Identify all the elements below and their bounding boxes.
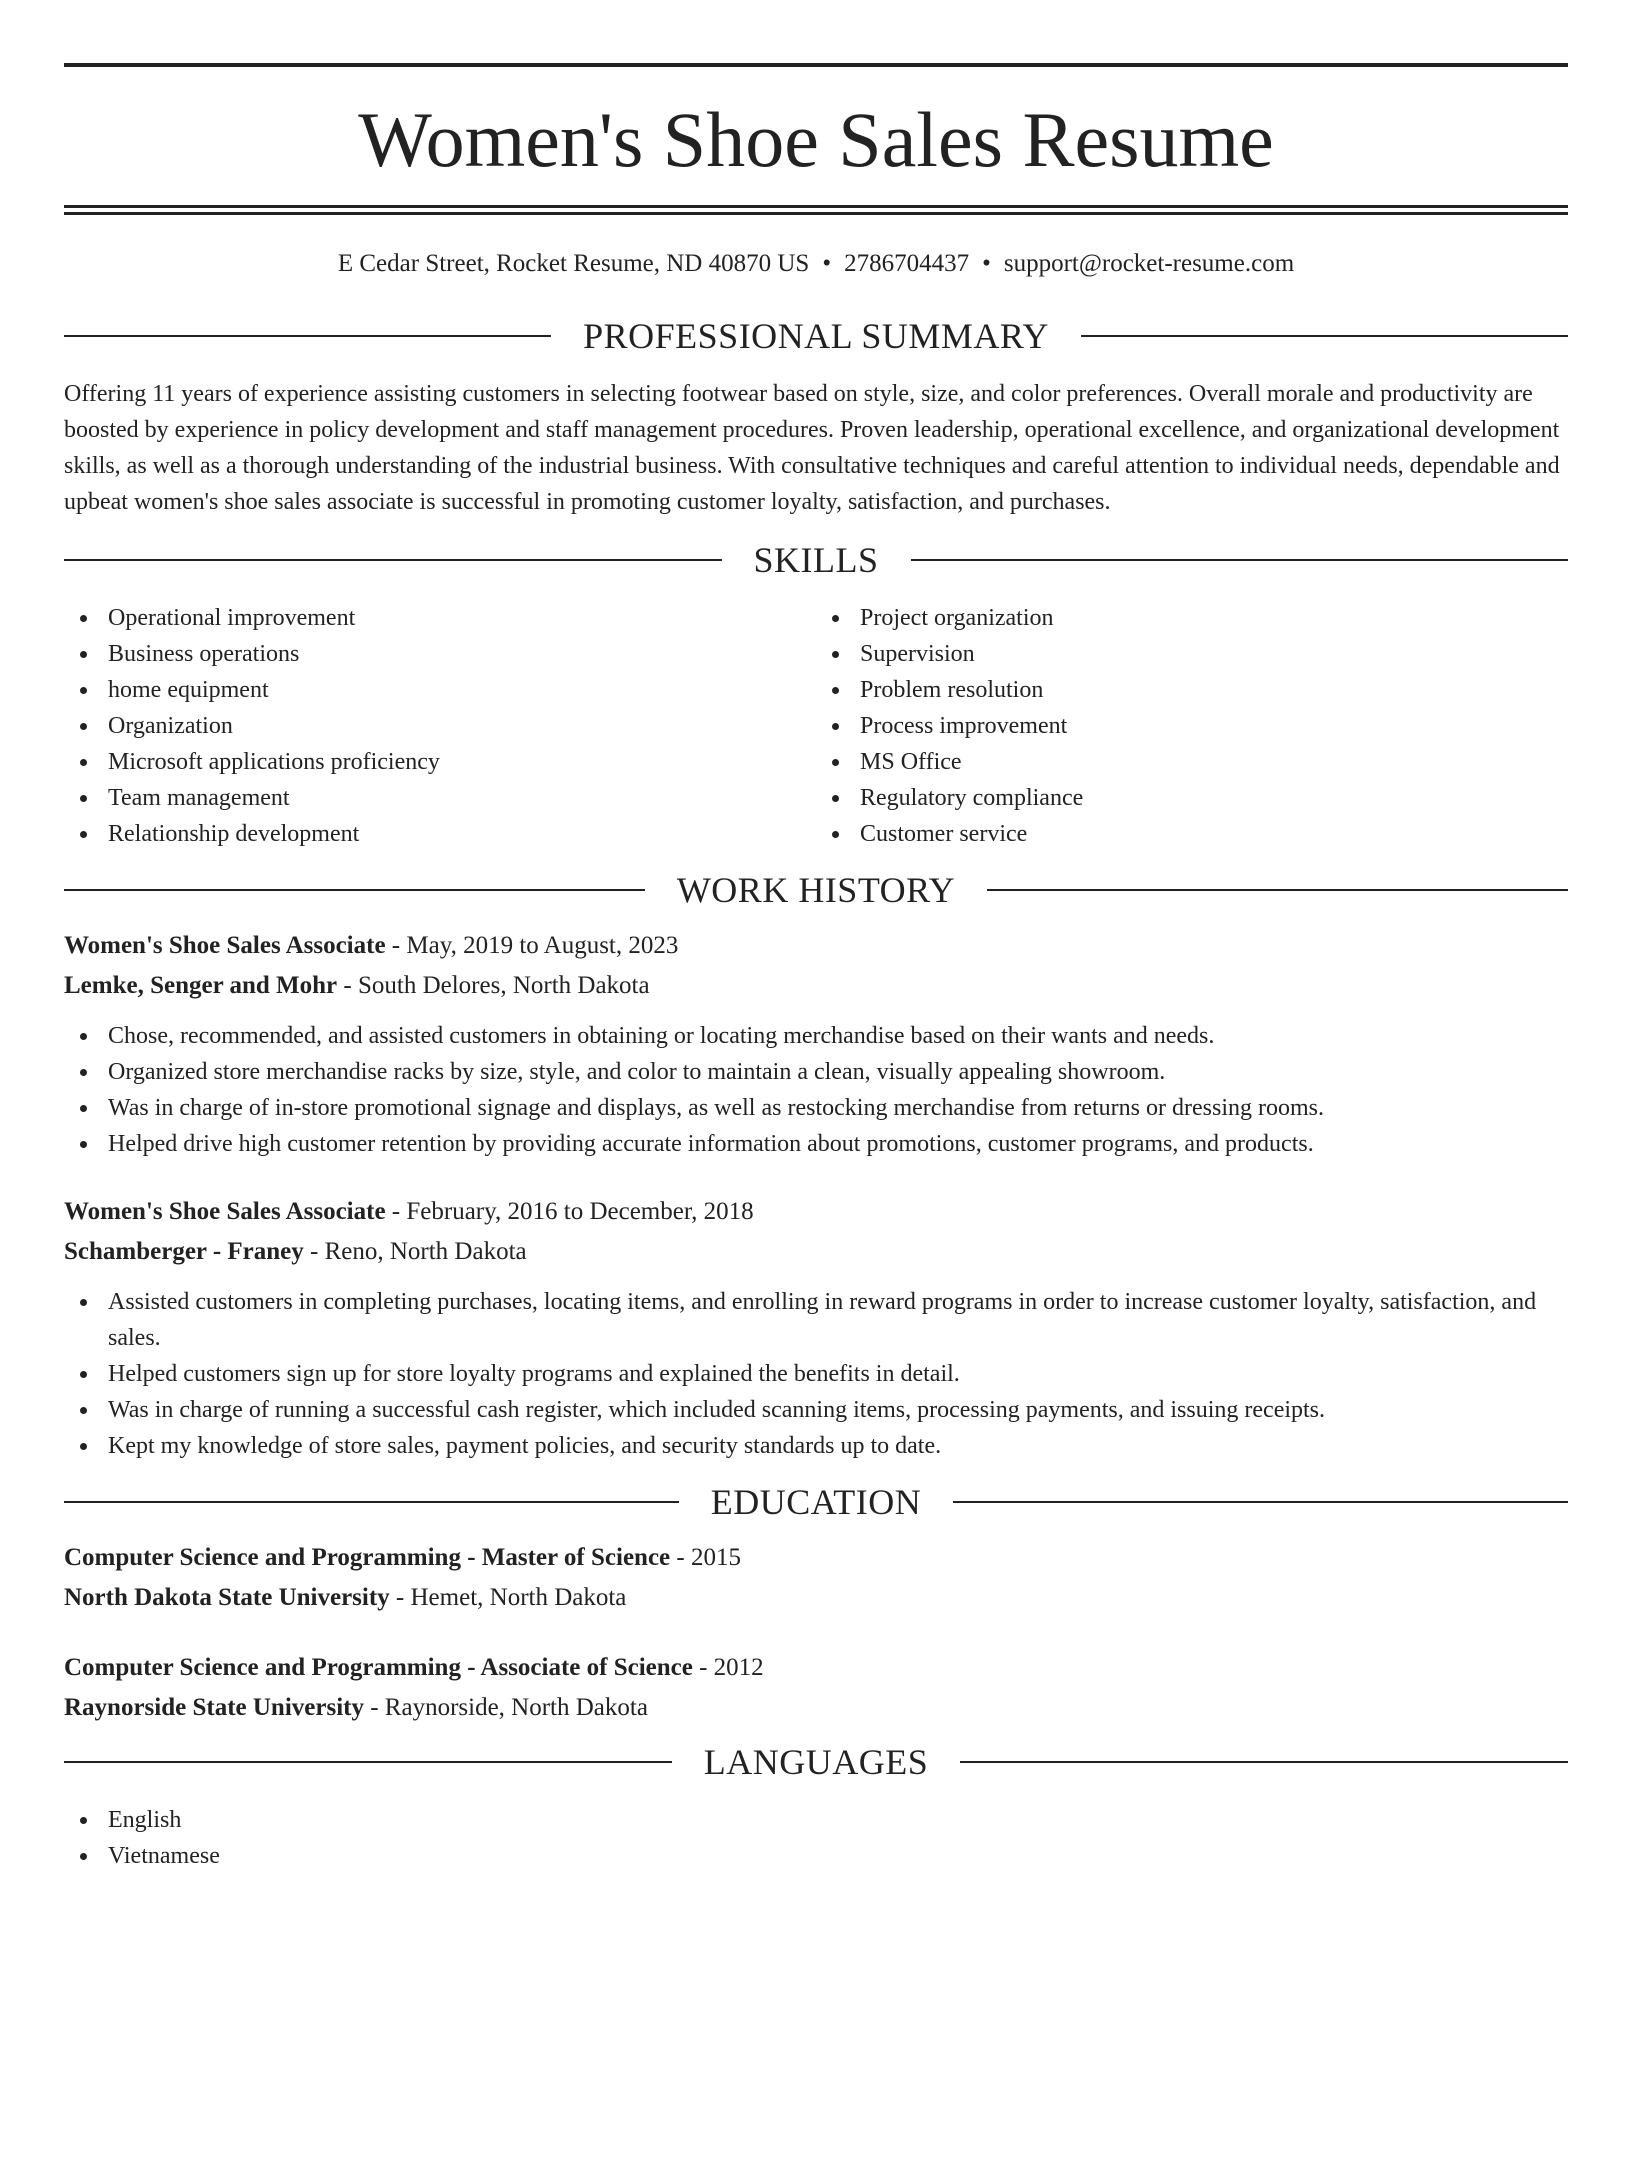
job-title-line	[64, 926, 1568, 966]
languages-list	[64, 1802, 1568, 1874]
job-dates: - February, 2016 to December, 2018	[385, 1198, 754, 1225]
skills-column-right	[816, 600, 1568, 852]
job-company-line	[64, 966, 1568, 1006]
contact-line	[64, 249, 1568, 279]
duty-item: Helped drive high customer retention by providing accurate information about promotions, customer programs, and products.	[64, 1126, 1568, 1162]
heading-rule	[1081, 335, 1568, 337]
job-dates: - May, 2019 to August, 2023	[385, 932, 679, 959]
school-location: - Raynorside, North Dakota	[363, 1694, 648, 1721]
degree-line	[64, 1538, 1568, 1578]
skill-item: home equipment	[64, 672, 816, 708]
contact-separator: •	[822, 250, 832, 277]
degree: Computer Science and Programming - Master of Science	[64, 1544, 671, 1571]
skill-item: Operational improvement	[64, 600, 816, 636]
skill-item: MS Office	[816, 744, 1568, 780]
duty-item: Was in charge of in-store promotional signage and displays, as well as restocking merchandise from returns or dressing rooms.	[64, 1090, 1568, 1126]
skill-item: Relationship development	[64, 816, 816, 852]
heading-rule	[953, 1501, 1568, 1503]
duty-item: Kept my knowledge of store sales, payment policies, and security standards up to date.	[64, 1428, 1568, 1464]
section-heading-languages	[64, 1742, 1568, 1782]
duty-item: Assisted customers in completing purchases, locating items, and enrolling in reward programs in order to increase customer loyalty, satisfaction, and sales.	[64, 1284, 1568, 1356]
skills-column-left	[64, 600, 816, 852]
section-heading-education	[64, 1482, 1568, 1522]
job-company-line	[64, 1232, 1568, 1272]
skill-item: Supervision	[816, 636, 1568, 672]
resume-page	[0, 63, 1632, 2175]
duty-item: Helped customers sign up for store loyalty programs and explained the benefits in detail.	[64, 1356, 1568, 1392]
section-title: LANGUAGES	[703, 1742, 929, 1782]
job-title: Women's Shoe Sales Associate	[64, 1198, 386, 1225]
section-title: WORK HISTORY	[676, 870, 956, 910]
school: North Dakota State University	[64, 1584, 390, 1611]
degree-line	[64, 1648, 1568, 1688]
section-heading-work	[64, 870, 1568, 910]
title-double-rule	[64, 205, 1568, 215]
contact-email: support@rocket-resume.com	[1003, 250, 1295, 277]
skill-item: Regulatory compliance	[816, 780, 1568, 816]
heading-rule	[64, 559, 722, 561]
contact-separator: •	[982, 250, 991, 277]
section-heading-summary	[64, 316, 1568, 356]
top-rule	[64, 63, 1568, 67]
heading-rule	[64, 889, 645, 891]
education-entry	[64, 1538, 1568, 1618]
job-company: Schamberger - Franey	[64, 1238, 304, 1265]
section-title: PROFESSIONAL SUMMARY	[583, 316, 1049, 356]
skills-list	[64, 600, 1568, 852]
school-line	[64, 1688, 1568, 1728]
heading-rule	[64, 335, 551, 337]
degree-year: - 2012	[692, 1654, 764, 1681]
degree-year: - 2015	[670, 1544, 741, 1571]
duty-item: Was in charge of running a successful cash register, which included scanning items, processing payments, and issuing receipts.	[64, 1392, 1568, 1428]
language-item: English	[64, 1802, 1568, 1838]
skill-item: Customer service	[816, 816, 1568, 852]
job-title: Women's Shoe Sales Associate	[64, 932, 386, 959]
contact-phone: 2786704437	[844, 250, 970, 277]
skill-item: Problem resolution	[816, 672, 1568, 708]
job-entry	[64, 1192, 1568, 1464]
school-location: - Hemet, North Dakota	[389, 1584, 627, 1611]
job-location: - South Delores, North Dakota	[337, 972, 650, 999]
section-heading-skills	[64, 540, 1568, 580]
heading-rule	[911, 559, 1569, 561]
section-title: EDUCATION	[710, 1482, 922, 1522]
skill-item: Project organization	[816, 600, 1568, 636]
heading-rule	[987, 889, 1568, 891]
skill-item: Organization	[64, 708, 816, 744]
school: Raynorside State University	[64, 1694, 364, 1721]
summary-text: Offering 11 years of experience assisting customers in selecting footwear based on style, size, and color preferences. Overall morale and productivity are boosted by experience in policy development and staff management procedures. Proven leadership, operational excellence, and organizational development skills, as well as a thorough understanding of the industrial business. With consultative techniques and careful attention to individual needs, dependable and upbeat women's shoe sales associate is successful in promoting customer loyalty, satisfaction, and purchases.	[64, 381, 1560, 515]
contact-address: E Cedar Street, Rocket Resume, ND 40870 US	[337, 250, 810, 277]
language-item: Vietnamese	[64, 1838, 1568, 1874]
job-entry	[64, 926, 1568, 1162]
job-location: - Reno, North Dakota	[303, 1238, 527, 1265]
skill-item: Microsoft applications proficiency	[64, 744, 816, 780]
section-title: SKILLS	[753, 540, 879, 580]
skill-item: Team management	[64, 780, 816, 816]
heading-rule	[64, 1761, 672, 1763]
heading-rule	[64, 1501, 679, 1503]
education-entry	[64, 1648, 1568, 1728]
duty-item: Organized store merchandise racks by size, style, and color to maintain a clean, visually appealing showroom.	[64, 1054, 1568, 1090]
heading-rule	[960, 1761, 1568, 1763]
school-line	[64, 1578, 1568, 1618]
skill-item: Process improvement	[816, 708, 1568, 744]
job-company: Lemke, Senger and Mohr	[64, 972, 338, 999]
skill-item: Business operations	[64, 636, 816, 672]
duty-item: Chose, recommended, and assisted customers in obtaining or locating merchandise based on their wants and needs.	[64, 1018, 1568, 1054]
degree: Computer Science and Programming - Associate of Science	[64, 1654, 693, 1681]
job-duties	[64, 1284, 1568, 1464]
resume-title: Women's Shoe Sales Resume	[358, 96, 1274, 183]
job-duties	[64, 1018, 1568, 1162]
job-title-line	[64, 1192, 1568, 1232]
